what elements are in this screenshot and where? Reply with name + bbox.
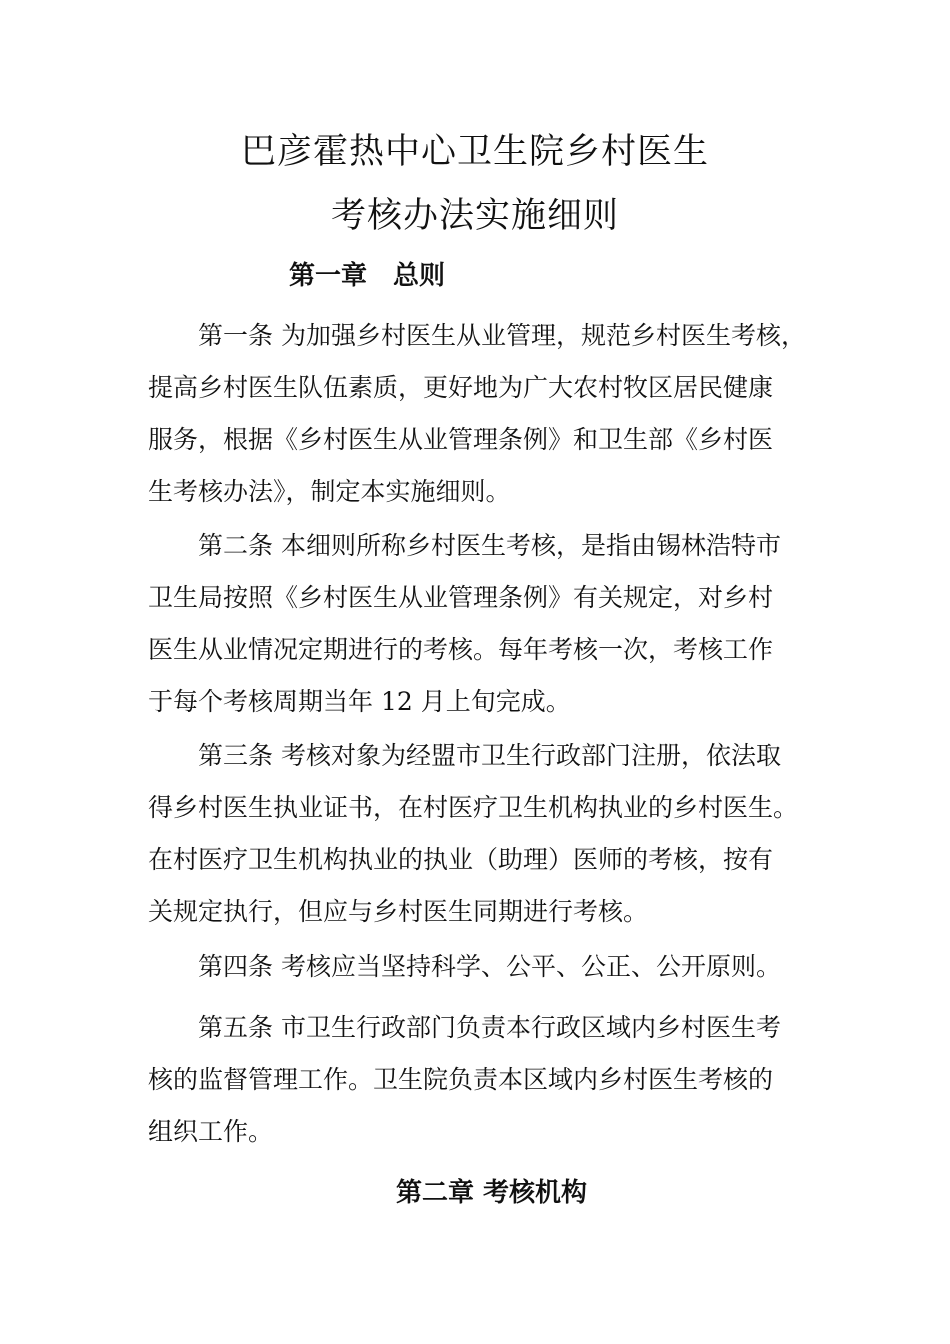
article-2-line-1: 第二条 本细则所称乡村医生考核，是指由锡林浩特市 bbox=[198, 531, 781, 560]
article-5-line-1: 第五条 市卫生行政部门负责本行政区域内乡村医生考 bbox=[198, 1013, 781, 1042]
article-1-line-1: 第一条 为加强乡村医生从业管理，规范乡村医生考核， bbox=[198, 321, 806, 350]
article-3-line-4: 关规定执行，但应与乡村医生同期进行考核。 bbox=[148, 897, 649, 926]
article-4 bbox=[148, 941, 808, 993]
chapter-heading-2: 第二章 考核机构 bbox=[396, 1178, 588, 1208]
article-4-line-1: 第四条 考核应当坚持科学、公平、公正、公开原则。 bbox=[198, 952, 781, 981]
article-2-line-2: 卫生局按照《乡村医生从业管理条例》有关规定，对乡村 bbox=[148, 583, 774, 612]
article-1-line-2: 提高乡村医生队伍素质，更好地为广大农村牧区居民健康 bbox=[148, 373, 774, 402]
article-5-line-3: 组织工作。 bbox=[148, 1117, 274, 1146]
article-5-line-2: 核的监督管理工作。卫生院负责本区域内乡村医生考核的 bbox=[148, 1065, 774, 1094]
article-1-line-3: 服务，根据《乡村医生从业管理条例》和卫生部《乡村医 bbox=[148, 425, 774, 454]
article-1-line-4: 生考核办法》，制定本实施细则。 bbox=[148, 477, 511, 506]
article-3-line-3: 在村医疗卫生机构执业的执业（助理）医师的考核，按有 bbox=[148, 845, 774, 874]
article-2 bbox=[148, 520, 808, 728]
article-3-line-2: 得乡村医生执业证书，在村医疗卫生机构执业的乡村医生。 bbox=[148, 793, 799, 822]
article-1 bbox=[148, 310, 808, 518]
article-2-line-4: 于每个考核周期当年 12 月上旬完成。 bbox=[148, 687, 571, 716]
article-3-line-1: 第三条 考核对象为经盟市卫生行政部门注册，依法取 bbox=[198, 741, 781, 770]
document-title-line-1: 巴彦霍热中心卫生院乡村医生 bbox=[240, 132, 709, 172]
document-title-line-2: 考核办法实施细则 bbox=[330, 196, 619, 236]
article-3 bbox=[148, 730, 808, 938]
article-5 bbox=[148, 1002, 808, 1158]
chapter-heading-1: 第一章 总则 bbox=[289, 261, 446, 291]
article-2-line-3: 医生从业情况定期进行的考核。每年考核一次，考核工作 bbox=[148, 635, 774, 664]
